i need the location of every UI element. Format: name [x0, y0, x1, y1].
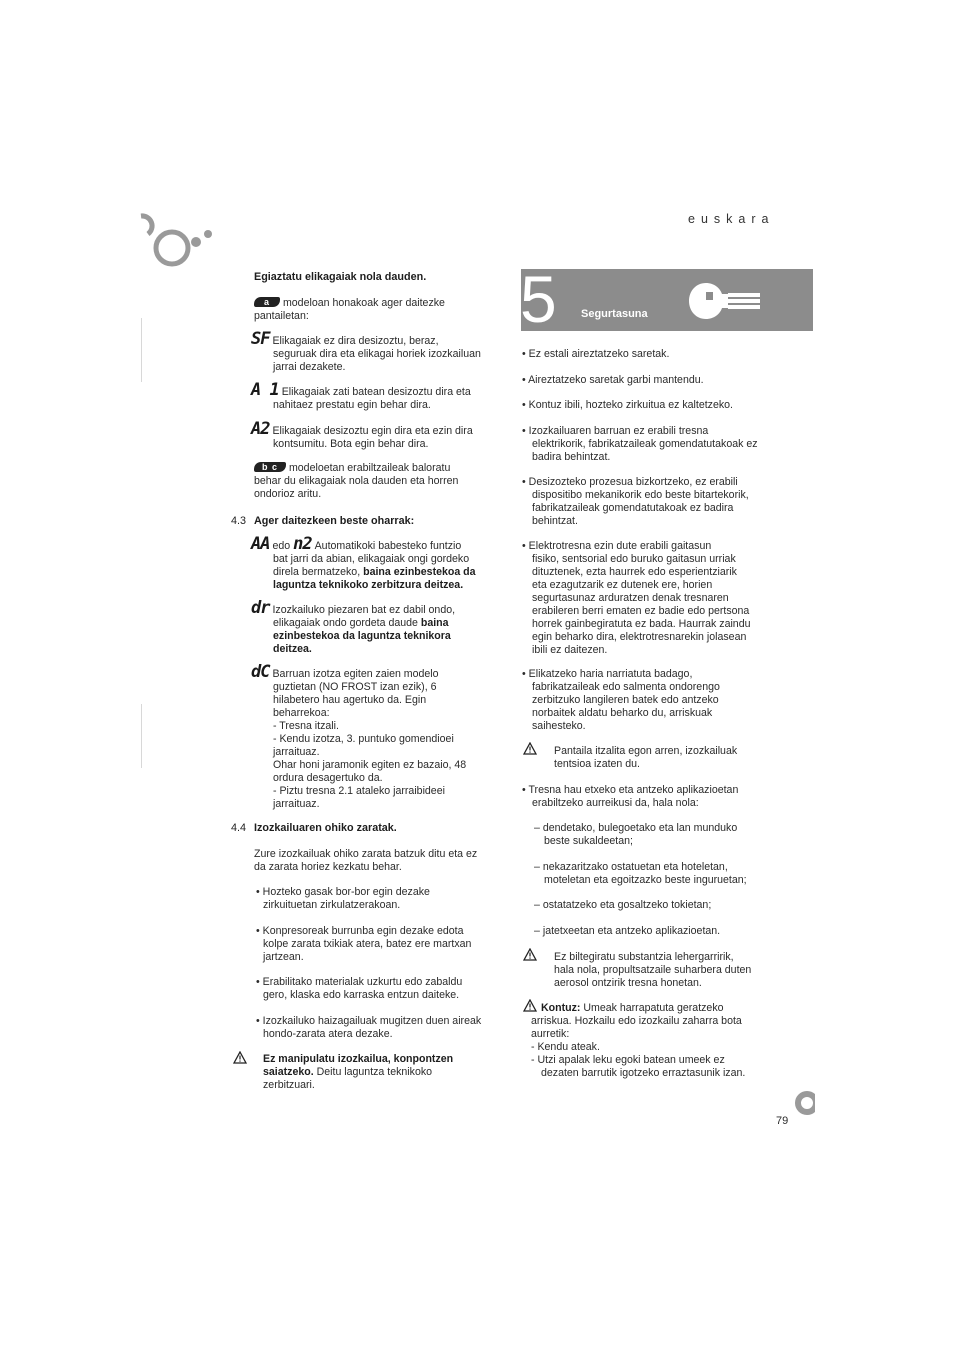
- page-number: 79: [776, 1115, 789, 1127]
- safety-bullet: • Aireztatzeko saretak garbi mantendu.: [522, 374, 704, 386]
- bullet: •: [522, 425, 526, 437]
- noises-intro: Zure izozkailuak ohiko zarata batzuk ditu eta ez da zarata horiez kezkatu behar.: [254, 848, 478, 873]
- warning-triangle-icon: [233, 1051, 247, 1064]
- explosives-warning: Ez biltegiratu substantzia lehergarririk, hala nola, propultsatzaile suharbera duten aerosol ontzirik tresna honetan.: [554, 951, 752, 989]
- bullet: •: [522, 668, 526, 680]
- safety-bullet: • Kontuz ibili, hozteko zirkuitua ez kaltetzeko.: [522, 399, 733, 411]
- display-code-sf: SF: [251, 329, 270, 349]
- page-corner-circle-icon: [791, 1090, 815, 1116]
- bullet: •: [522, 540, 526, 552]
- code-dc-block: dC Barruan izotza egiten zaien modelo guztietan (NO FROST izan ezik), 6 hilabetero hau agertuko da. Egin beharrekoa: - Tresna itzali. - Kendu izotza, 3. puntuko gomendioei jarraituaz. Ohar honi jaramonik egiten ez bazaio, 48 ordura desagertuko da. - Piztu tresna 2.1 ataleko jarraibideei jarraituaz.: [251, 662, 467, 810]
- section-4-3-number: 4.3: [231, 515, 247, 527]
- section-number: 5: [520, 262, 557, 336]
- model-badge-a: a: [254, 297, 280, 307]
- margin-line: [141, 318, 142, 382]
- bullet: •: [256, 886, 260, 898]
- code-aa-block: AA edo n2 Automatikoki babesteko funtzio bat jarri da abian, elikagaiak ongi gordeko direla bermatzeko, baina ezinbestekoa da laguntza teknikoko zerbitzura deitzea.: [251, 534, 476, 591]
- code-a2-block: A2 Elikagaiak desizoztu egin dira eta ezin dira kontsumitu. Bota egin behar dira.: [251, 419, 473, 450]
- noise-item: • Izozkailuko haizagailuak mugitzen duen aireak hondo-zarata atera dezake.: [256, 1015, 482, 1040]
- warning-triangle-icon: [523, 999, 537, 1012]
- application-dash-item: – dendetako, bulegoetako eta lan munduko beste sukaldeetan;: [534, 822, 738, 847]
- bullet: •: [522, 784, 526, 796]
- safety-bullet: • Desizozteko prozesua bizkortzeko, ez erabili dispositibo mekanikorik edo beste bitartekorik, fabrikatzaileak gomendatutakoak ez badira behintzat.: [522, 476, 749, 527]
- noise-item: • Hozteko gasak bor-bor egin dezake zirkuituetan zirkulatzerakoan.: [256, 886, 430, 911]
- badge-bc-paragraph: b c modeloetan erabiltzaileak baloratu behar du elikagaiak nola dauden eta horren ondorioz aritu.: [254, 462, 459, 500]
- wrench-icon: [686, 280, 762, 326]
- manipulation-warning: Ez manipulatu izozkailua, konpontzen saiatzeko. Deitu laguntza teknikoko zerbitzuari.: [263, 1053, 454, 1091]
- application-dash-item: – ostatatzeko eta gosaltzeko tokietan;: [534, 899, 712, 911]
- code-dr-block: dr Izozkailuko piezaren bat ez dabil ondo, elikagaiak ondo gordeta daude baina ezinbestekoa da laguntza teknikora deitzea.: [251, 598, 456, 655]
- section-header-bar: [521, 269, 813, 331]
- bullet: •: [256, 1015, 260, 1027]
- model-badge-bc: b c: [254, 462, 286, 472]
- display-code-a2: A2: [251, 419, 270, 439]
- application-dash-item: – nekazaritzako ostatuetan eta hoteletan, moteletan eta egoitzazko beste inguruetan;: [534, 861, 747, 886]
- voltage-warning: Pantaila itzalita egon arren, izozkailuak tentsioa izaten du.: [554, 745, 738, 770]
- display-code-dr: dr: [251, 598, 270, 618]
- safety-bullet: • Ez estali aireztatzeko saretak.: [522, 348, 670, 360]
- warning-triangle-icon: [523, 948, 537, 961]
- bullet: •: [522, 348, 526, 360]
- application-dash-item: – jatetxeetan eta antzeko aplikazioetan.: [534, 925, 721, 937]
- code-a1-block: A 1 Elikagaiak zati batean desizoztu dira eta nahitaez prestatu egin behar dira.: [251, 380, 471, 411]
- display-code-n2: n2: [293, 534, 312, 554]
- section-title: Segurtasuna: [581, 308, 648, 320]
- safety-bullet: • Elikatzeko haria narriatuta badago, fabrikatzaileak edo salmenta ondorengo zerbitzuko langileren batek edo antzeko norbaitek aldatu beharko du, arriskuak saihesteko.: [522, 668, 720, 732]
- language-label: euskara: [688, 212, 775, 226]
- badge-a-paragraph: a modeloan honakoak ager daitezke pantailetan:: [254, 297, 445, 322]
- bullet: •: [256, 925, 260, 937]
- check-title: Egiaztatu elikagaiak nola dauden.: [254, 271, 427, 283]
- bullet: •: [522, 399, 526, 411]
- brand-circles-logo: [138, 212, 218, 272]
- display-code-aa: AA: [251, 534, 270, 554]
- child-entrapment-warning: Kontuz: Umeak harrapatuta geratzeko arriskua. Hozkailu edo izozkailu zaharra bota aurretik: - Kendu ateak. - Utzi apalak leku egoki batean umeek ez dezaten barrutik igotzeko erraztasunik izan.: [531, 1002, 746, 1079]
- safety-bullet: • Izozkailuaren barruan ez erabili tresna elektrikorik, fabrikatzaileak gomendatutakoak ez badira behintzat.: [522, 425, 758, 463]
- display-code-a1: A 1: [251, 380, 279, 400]
- warning-triangle-icon: [523, 742, 537, 755]
- section-4-4-title: Izozkailuaren ohiko zaratak.: [254, 822, 397, 834]
- bullet: •: [522, 374, 526, 386]
- margin-line: [141, 704, 142, 768]
- section-4-3-title: Ager daitezkeen beste oharrak:: [254, 515, 415, 527]
- applications-bullet: • Tresna hau etxeko eta antzeko aplikazioetan erabiltzeko aurreikusi da, hala nola:: [522, 784, 739, 809]
- bullet: •: [522, 476, 526, 488]
- noise-item: • Konpresoreak burrunba egin dezake edota kolpe zarata txikiak atera, batez ere martxan jartzean.: [256, 925, 472, 963]
- safety-bullet: • Elektrotresna ezin dute erabili gaitasun fisiko, sentsorial edo buruko gaitasun urriak dituztenek, ezta haurrek edo esperientziarik eta ezagutzarik ez dutenek ere, horien segurtasunaz arduratzen denak tresnaren erabileren berri ematen ez badie edo pertsona horrek gainbegiratuta ez bada. Haurrak zaindu egin beharko dira, elektrotresnarekin jolasean ibili ez daitezen.: [522, 540, 751, 656]
- section-4-4-number: 4.4: [231, 822, 247, 834]
- display-code-dc: dC: [251, 662, 270, 682]
- code-sf-block: SF Elikagaiak ez dira desizoztu, beraz, seguruak dira eta elikagai horiek izozkailuan jarrai dezakete.: [251, 329, 481, 373]
- bullet: •: [256, 976, 260, 988]
- noise-item: • Erabilitako materialak uzkurtu edo zabaldu gero, klaska edo karraska entzun daiteke.: [256, 976, 463, 1001]
